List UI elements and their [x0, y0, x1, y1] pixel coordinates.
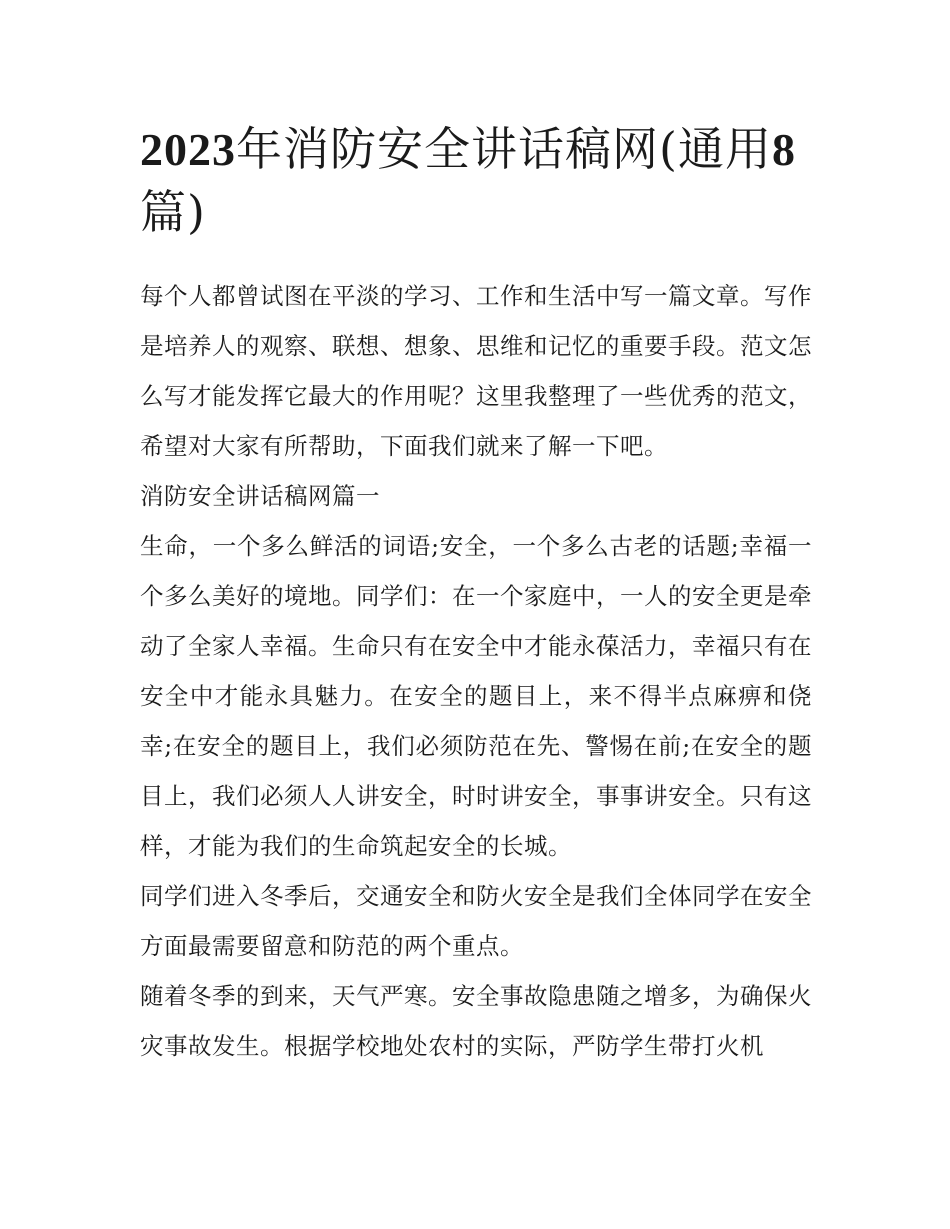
document-title: [140, 118, 812, 243]
title-year: 2023: [140, 124, 236, 175]
title-text: 年消防安全讲话稿网(通用: [236, 122, 772, 176]
body-paragraph-3: 随着冬季的到来，天气严寒。安全事故隐患随之增多，为确保火灾事故发生。根据学校地处农村的实际，严防学生带打火机: [140, 982, 812, 1060]
section-heading: 消防安全讲话稿网篇一: [140, 482, 380, 510]
intro-paragraph: 每个人都曾试图在平淡的学习、工作和生活中写一篇文章。写作是培养人的观察、联想、想象、思维和记忆的重要手段。范文怎么写才能发挥它最大的作用呢？这里我整理了一些优秀的范文，希望对大家有所帮助，下面我们就来了解一下吧。: [140, 282, 812, 460]
document-body: [140, 271, 812, 1071]
title-end: 篇): [140, 185, 206, 239]
body-paragraph-1: 生命，一个多么鲜活的词语;安全，一个多么古老的话题;幸福一个多么美好的境地。同学们：在一个家庭中，一人的安全更是牵动了全家人幸福。生命只有在安全中才能永葆活力，幸福只有在安全中才能永具魅力。在安全的题目上，来不得半点麻痹和侥幸;在安全的题目上，我们必须防范在先、警惕在前;在安全的题目上，我们必须人人讲安全，时时讲安全，事事讲安全。只有这样，才能为我们的生命筑起安全的长城。: [140, 532, 812, 860]
body-paragraph-2: 同学们进入冬季后，交通安全和防火安全是我们全体同学在安全方面最需要留意和防范的两个重点。: [140, 882, 812, 960]
document-content: [140, 118, 812, 1071]
title-count: 8: [771, 124, 796, 175]
